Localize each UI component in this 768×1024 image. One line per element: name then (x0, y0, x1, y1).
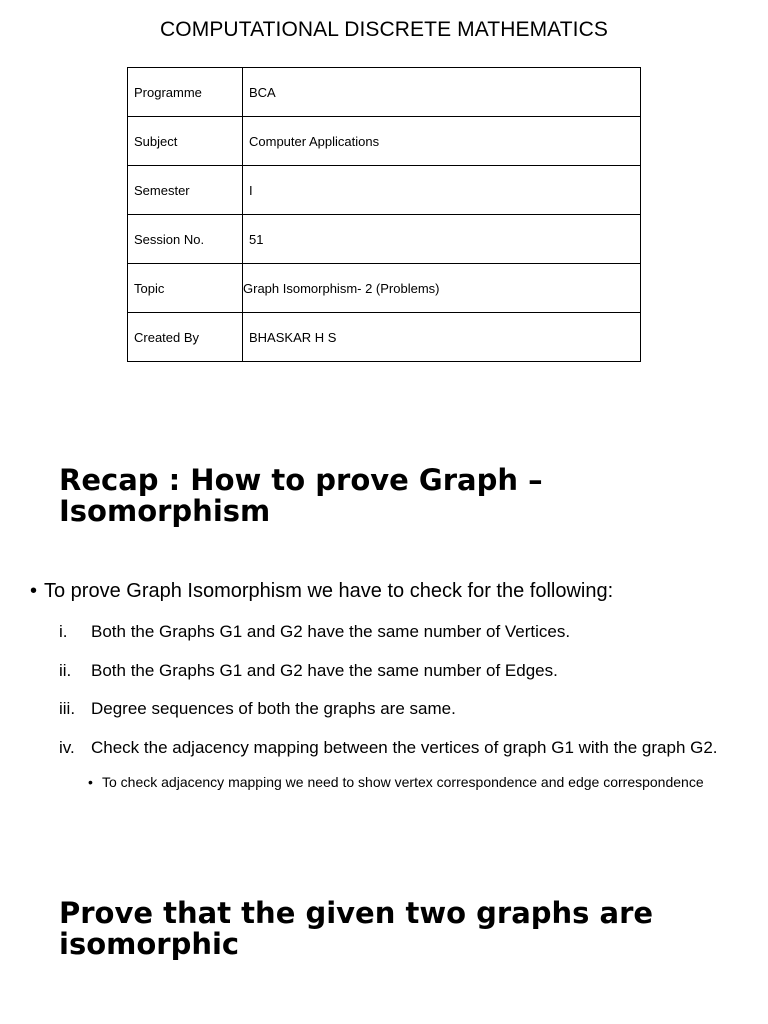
problem-heading-line2: isomorphic (59, 927, 240, 961)
row-label: Programme (128, 68, 243, 117)
row-value: BCA (243, 68, 641, 117)
row-value: I (243, 166, 641, 215)
row-label: Created By (128, 313, 243, 362)
sub-bullet (88, 774, 704, 790)
session-info-table (127, 67, 641, 362)
list-text: Both the Graphs G1 and G2 have the same number of Edges. (91, 660, 558, 680)
table-row (128, 215, 641, 264)
sub-bullet-text: To check adjacency mapping we need to show vertex correspondence and edge correspondence (102, 774, 704, 790)
table-row (128, 68, 641, 117)
row-label: Session No. (128, 215, 243, 264)
bullet-icon: • (30, 580, 38, 602)
recap-heading-line2: Isomorphism (59, 494, 271, 528)
row-value: Graph Isomorphism- 2 (Problems) (243, 264, 641, 313)
list-number: iii. (59, 699, 76, 718)
list-item (59, 738, 718, 777)
list-item (59, 661, 718, 700)
table-row (128, 313, 641, 362)
row-value: 51 (243, 215, 641, 264)
problem-heading-line1: Prove that the given two graphs are (59, 896, 654, 930)
row-label: Semester (128, 166, 243, 215)
list-number: ii. (59, 660, 72, 680)
list-text: Degree sequences of both the graphs are same. (91, 699, 456, 718)
row-label: Topic (128, 264, 243, 313)
list-text: Check the adjacency mapping between the vertices of graph G1 with the graph G2. (91, 737, 718, 757)
table-row (128, 264, 641, 313)
row-label: Subject (128, 117, 243, 166)
list-item (59, 622, 718, 661)
problem-heading (59, 898, 653, 960)
intro-text: To prove Graph Isomorphism we have to check for the following: (44, 580, 614, 602)
document-title: COMPUTATIONAL DISCRETE MATHEMATICS (160, 18, 608, 41)
table-row (128, 117, 641, 166)
list-text: Both the Graphs G1 and G2 have the same number of Vertices. (91, 622, 571, 641)
bullet-icon: • (88, 774, 93, 790)
list-item (59, 699, 718, 738)
steps-list (59, 622, 718, 776)
intro-bullet (30, 580, 613, 603)
table-row (128, 166, 641, 215)
recap-heading-line1: Recap : How to prove Graph – (59, 463, 543, 497)
list-number: i. (59, 622, 68, 641)
recap-heading (59, 465, 543, 527)
row-value: Computer Applications (243, 117, 641, 166)
list-number: iv. (59, 737, 75, 757)
row-value: BHASKAR H S (243, 313, 641, 362)
